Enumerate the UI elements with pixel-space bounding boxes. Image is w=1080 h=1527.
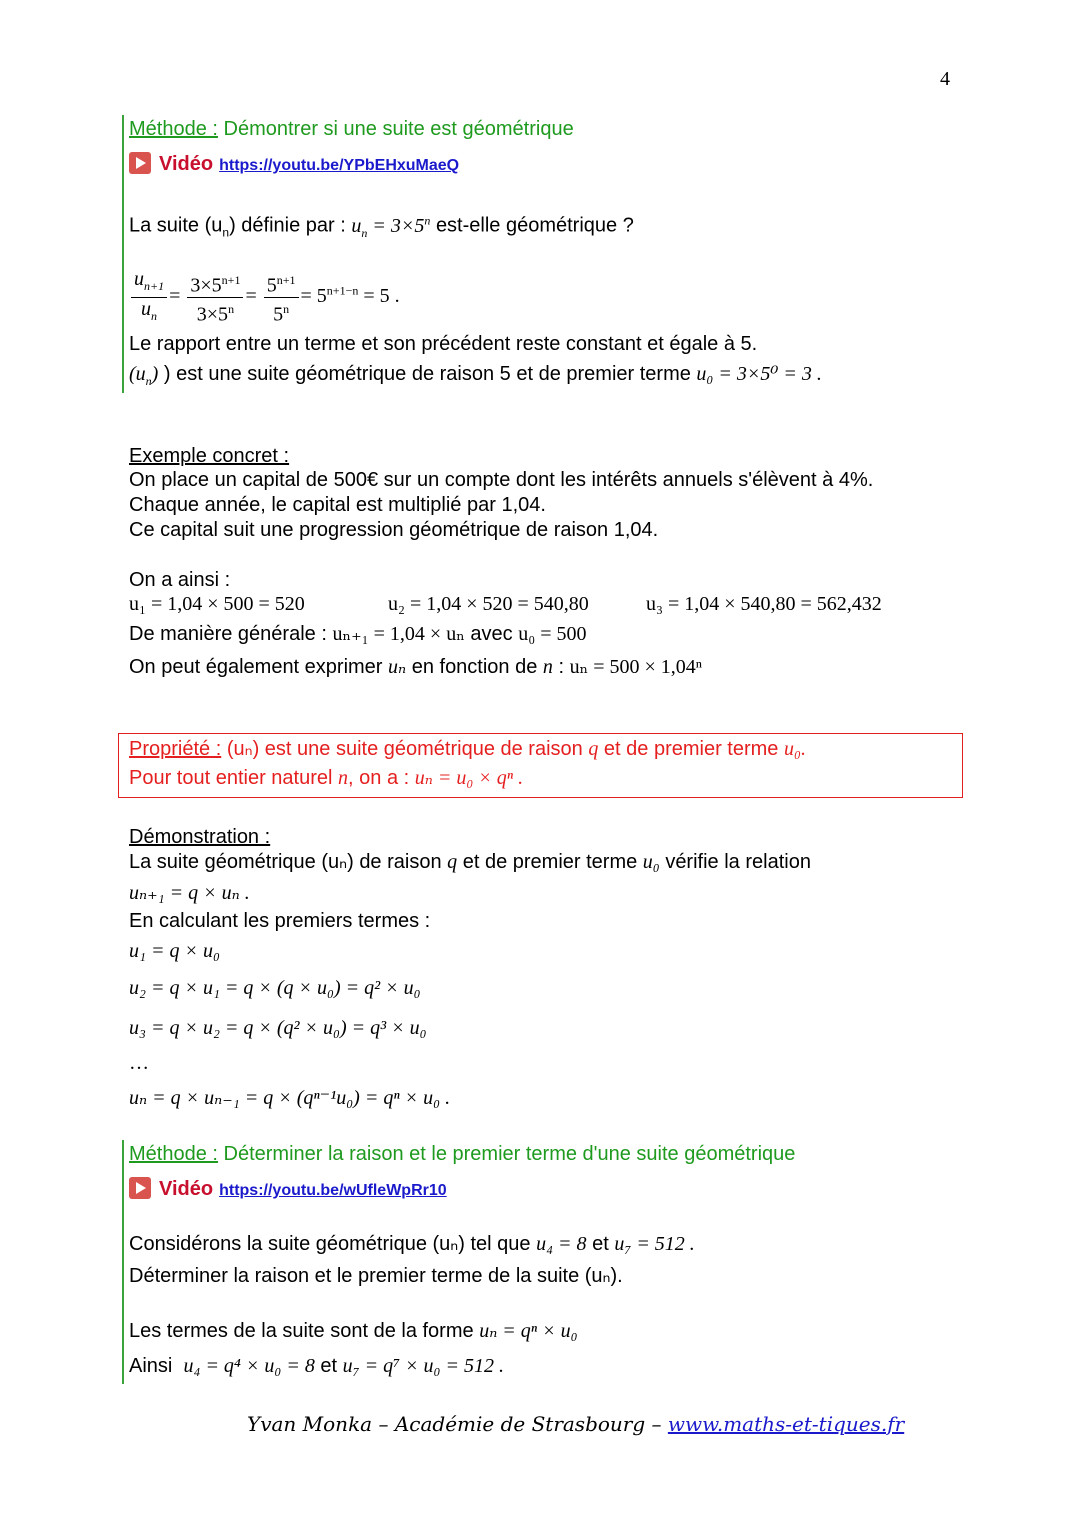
method2-left-bar: [122, 1140, 124, 1384]
play-icon[interactable]: [129, 1177, 151, 1199]
fraction-1: $\frac{u_{n+1}}{u_n}$: [131, 268, 167, 327]
property-l2b: , on a :: [348, 767, 410, 789]
property-l1b: et de premier terme: [603, 738, 779, 760]
method1-line2: $(u_n)$ ) est une suite géométrique de raison 5 et de premier terme u₀ = 3×5⁰ = 3 .: [129, 363, 822, 388]
l5-text: De manière générale :: [129, 623, 327, 645]
method1-question: La suite $(u_n)$ définie par : $u_n = 3\times 5^n$ est-elle géométrique ?: [129, 213, 634, 240]
l6-un: uₙ: [388, 656, 407, 678]
question-suffix: est-elle géométrique ?: [435, 214, 634, 237]
demo-eq-3: u₃ = q × u₂ = q × (q² × u₀) = q³ × u₀: [129, 1017, 427, 1039]
l5-init: u₀ = 500: [518, 623, 587, 645]
l5-formula: uₙ₊₁ = 1,04 × uₙ: [332, 623, 465, 645]
method2-line3: [129, 1319, 578, 1343]
footer-link[interactable]: www.maths-et-tiques.fr: [667, 1412, 905, 1436]
example-formula-3: u₃ = 1,04 × 540,80 = 562,432: [646, 593, 882, 615]
fraction-3: $\frac{5^{n+1}}{5^n}$: [264, 269, 299, 325]
demo-eq-1: u₁ = q × u₀: [129, 940, 220, 962]
play-icon[interactable]: [129, 152, 151, 174]
property-label: Propriété :: [129, 738, 222, 760]
example-line1: On place un capital de 500€ sur un compte dont les intérêts annuels s'élèvent à 4%.: [129, 469, 874, 491]
property-l2a: Pour tout entier naturel: [129, 767, 333, 789]
demo-dots: …: [129, 1052, 149, 1074]
method2-line4: [129, 1354, 504, 1378]
property-u0: u₀.: [783, 738, 806, 760]
demo-eq-n: uₙ = q × uₙ₋₁ = q × (qⁿ⁻¹u₀) = qⁿ × u₀ .: [129, 1087, 451, 1109]
m2-f1: u₄ = 8: [536, 1233, 587, 1255]
method2-video: [129, 1177, 447, 1203]
method1-line1: Le rapport entre un terme et son précédent reste constant et égale à 5.: [129, 333, 758, 355]
example-line3: Ce capital suit une progression géométrique de raison 1,04.: [129, 519, 659, 541]
m2-l3f: uₙ = qⁿ × u₀: [479, 1320, 578, 1342]
method2-label: Méthode :: [129, 1143, 218, 1165]
example-formula-2: u₂ = 1,04 × 520 = 540,80: [388, 593, 589, 615]
m2-f2: u₇ = 512 .: [614, 1233, 695, 1255]
method2-line2: Déterminer la raison et le premier terme de la suite (uₙ).: [129, 1265, 623, 1287]
question-prefix: La suite (u: [129, 214, 223, 237]
video-link[interactable]: https://youtu.be/wUfleWpRr10: [219, 1182, 447, 1199]
video-label: Vidéo: [159, 153, 214, 175]
method1-video: [129, 152, 459, 178]
m2-et: et: [592, 1233, 609, 1255]
demo-q: q: [447, 851, 458, 873]
example-line4: On a ainsi :: [129, 569, 231, 591]
demo-line2: En calculant les premiers termes :: [129, 910, 431, 932]
method2-title: Déterminer la raison et le premier terme d'une suite géométrique: [223, 1143, 796, 1165]
demo-line1: [129, 850, 811, 874]
m2-l1a: Considérons la suite géométrique (uₙ) tel que: [129, 1233, 531, 1255]
demo-relation: uₙ₊₁ = q × uₙ .: [129, 882, 250, 904]
question-formula: $u_n = 3\times 5^n$: [351, 213, 431, 240]
property-line2: [129, 766, 523, 790]
video-label: Vidéo: [159, 1178, 214, 1200]
footer-author: Yvan Monka – Académie de Strasbourg –: [247, 1412, 662, 1436]
ratio-computation: $\frac{u_{n+1}}{u_n}$ = $\frac{3\times 5^{n+1}}{3\times 5^n}$ = $\frac{5^{n+1}}{5^n}$ = $5^{n+1-n} = 5$ .: [129, 268, 400, 327]
example-line5: [129, 622, 587, 646]
line2-text: ) est une suite géométrique de raison 5 et de premier terme: [163, 363, 691, 385]
method2-heading: [129, 1142, 795, 1166]
m2-l4f1: u₄ = q⁴ × u₀ = 8: [183, 1355, 315, 1377]
video-link[interactable]: https://youtu.be/YPbEHxuMaeQ: [219, 157, 460, 174]
demo-u0: u₀: [642, 851, 660, 873]
m2-l4a: Ainsi: [129, 1355, 173, 1377]
method1-title: Démontrer si une suite est géométrique: [223, 118, 574, 140]
property-n: n: [338, 767, 349, 789]
l6-formula: uₙ = 500 × 1,04ⁿ: [569, 656, 703, 678]
property-line1: [129, 737, 806, 761]
demo-l1b: et de premier terme: [462, 851, 638, 873]
m2-l4et: et: [320, 1355, 338, 1377]
page-number: 4: [940, 68, 950, 90]
example-line6: On peut également exprimer uₙ en fonction de n : uₙ = 500 × 1,04ⁿ: [129, 656, 703, 678]
footer: [247, 1412, 904, 1436]
method1-heading: [129, 117, 574, 141]
property-l1a: (uₙ) est une suite géométrique de raison: [226, 738, 583, 760]
method1-label: Méthode :: [129, 118, 218, 140]
fraction-2: $\frac{3\times 5^{n+1}}{3\times 5^n}$: [187, 269, 243, 325]
example-heading: Exemple concret :: [129, 445, 290, 467]
method1-left-bar: [122, 115, 124, 393]
demo-heading: Démonstration :: [129, 826, 271, 848]
m2-l4f2: u₇ = q⁷ × u₀ = 512 .: [342, 1355, 505, 1377]
demo-l1c: vérifie la relation: [665, 851, 811, 873]
property-q: q: [588, 738, 599, 760]
demo-eq-2: u₂ = q × u₁ = q × (q × u₀) = q² × u₀: [129, 977, 421, 999]
l5-avec: avec: [470, 623, 513, 645]
method2-line1: [129, 1232, 695, 1256]
l6-text: On peut également exprimer: [129, 656, 383, 678]
l6-n: n: [542, 656, 553, 678]
m2-l3a: Les termes de la suite sont de la forme: [129, 1320, 474, 1342]
question-mid: ) définie par :: [229, 214, 346, 237]
property-formula: uₙ = u₀ × qⁿ .: [414, 767, 524, 789]
l6-mid: en fonction de: [411, 656, 538, 678]
example-line2: Chaque année, le capital est multiplié par 1,04.: [129, 494, 546, 516]
demo-l1a: La suite géométrique (uₙ) de raison: [129, 851, 442, 873]
example-formula-1: u₁ = 1,04 × 500 = 520: [129, 593, 305, 615]
line2-formula: u₀ = 3×5⁰ = 3 .: [696, 363, 822, 385]
